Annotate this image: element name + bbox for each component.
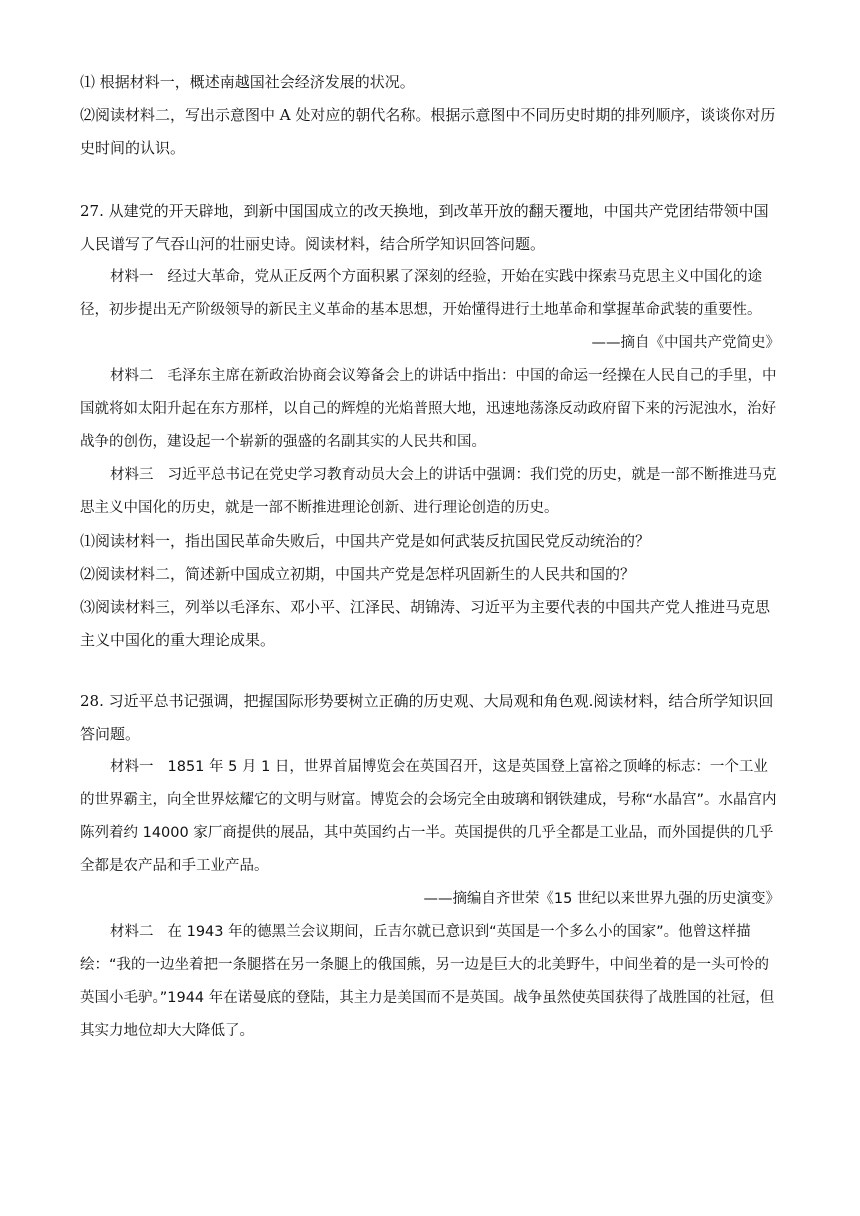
q27-material-2 <box>80 360 780 459</box>
material-text: 1851 年 5 月 1 日，世界首届博览会在英国召开，这是英国登上富裕之顶峰的标志：一个工业的世界霸主，向全世界炫耀它的文明与财富。博览会的会场完全由玻璃和钢铁建成，号称“水晶宫”。水晶宫内陈列着约 14000 家厂商提供的展品，其中英国约占一半。英国提供的几乎全都是工业品，而外国提供的几乎全都是农产品和手工业产品。 <box>80 759 777 874</box>
q27-sub2: ⑵阅读材料二，简述新中国成立初期，中国共产党是怎样巩固新生的人民共和国的？ <box>80 565 636 583</box>
material-tag: 材料三 <box>110 467 154 483</box>
q28-material-1 <box>80 751 780 883</box>
material-tag: 材料一 <box>110 269 154 285</box>
q27-material-1 <box>80 261 780 327</box>
material-text: 在 1943 年的德黑兰会议期间，丘吉尔就已意识到“英国是一个多么小的国家”。他曾这样描绘：“我的一边坐着把一条腿搭在另一条腿上的俄国熊，另一边是巨大的北美野牛，中间坐着的是一头可怜的英国小毛驴。”1944 年在诺曼底的登陆，其主力是美国而不是英国。战争虽然使英国获得了战胜国的社冠，但其实力地位却大大降低了。 <box>80 924 775 1039</box>
material-text: 经过大革命，党从正反两个方面积累了深刻的经验，开始在实践中探索马克思主义中国化的途径，初步提出无产阶级领导的新民主义革命的基本思想，开始懂得进行土地革命和掌握革命武装的重要性。 <box>80 269 762 318</box>
q27-sub3: ⑶阅读材料三，列举以毛泽东、邓小平、江泽民、胡锦涛、习近平为主要代表的中国共产党人推进马克思主义中国化的重大理论成果。 <box>80 598 771 649</box>
q28-material-2 <box>80 916 780 1048</box>
q26-sub2: ⑵阅读材料二，写出示意图中 A 处对应的朝代名称。根据示意图中不同历史时期的排列顺序，谈谈你对历史时间的认识。 <box>80 106 776 157</box>
q27-stem: 27. 从建党的开天辟地，到新中国国成立的改天换地，到改革开放的翻天覆地，中国共产党团结带领中国人民谱写了气吞山河的壮丽史诗。阅读材料，结合所学知识回答问题。 <box>80 202 769 253</box>
q27-material-3 <box>80 459 780 525</box>
spacer <box>80 165 780 195</box>
q27-sub1: ⑴阅读材料一，指出国民革命失败后，中国共产党是如何武装反抗国民党反动统治的？ <box>80 532 651 550</box>
q28-material-1-source: ——摘编自齐世荣《15 世纪以来世界九强的历史演变》 <box>423 891 780 907</box>
material-text: 毛泽东主席在新政治协商会议筹备会上的讲话中指出：中国的命运一经操在人民自己的手里，中国就将如太阳升起在东方那样，以自己的辉煌的光焰普照大地，迅速地荡涤反动政府留下来的污泥浊水，治好战争的创伤，建设起一个崭新的强盛的名副其实的人民共和国。 <box>80 368 777 450</box>
material-text: 习近平总书记在党史学习教育动员大会上的讲话中强调：我们党的历史，就是一部不断推进马克思主义中国化的历史，就是一部不断推进理论创新、进行理论创造的历史。 <box>80 467 777 516</box>
material-tag: 材料一 <box>110 759 154 775</box>
spacer <box>80 657 780 685</box>
q28-stem: 28. 习近平总书记强调，把握国际形势要树立正确的历史观、大局观和角色观.阅读材料，结合所学知识回答问题。 <box>80 692 774 743</box>
q27-material-1-source: ——摘自《中国共产党简史》 <box>591 335 780 351</box>
document-page <box>80 66 780 1048</box>
q26-sub1: ⑴ 根据材料一，概述南越国社会经济发展的状况。 <box>80 73 415 91</box>
material-tag: 材料二 <box>110 368 154 384</box>
material-tag: 材料二 <box>110 924 154 940</box>
